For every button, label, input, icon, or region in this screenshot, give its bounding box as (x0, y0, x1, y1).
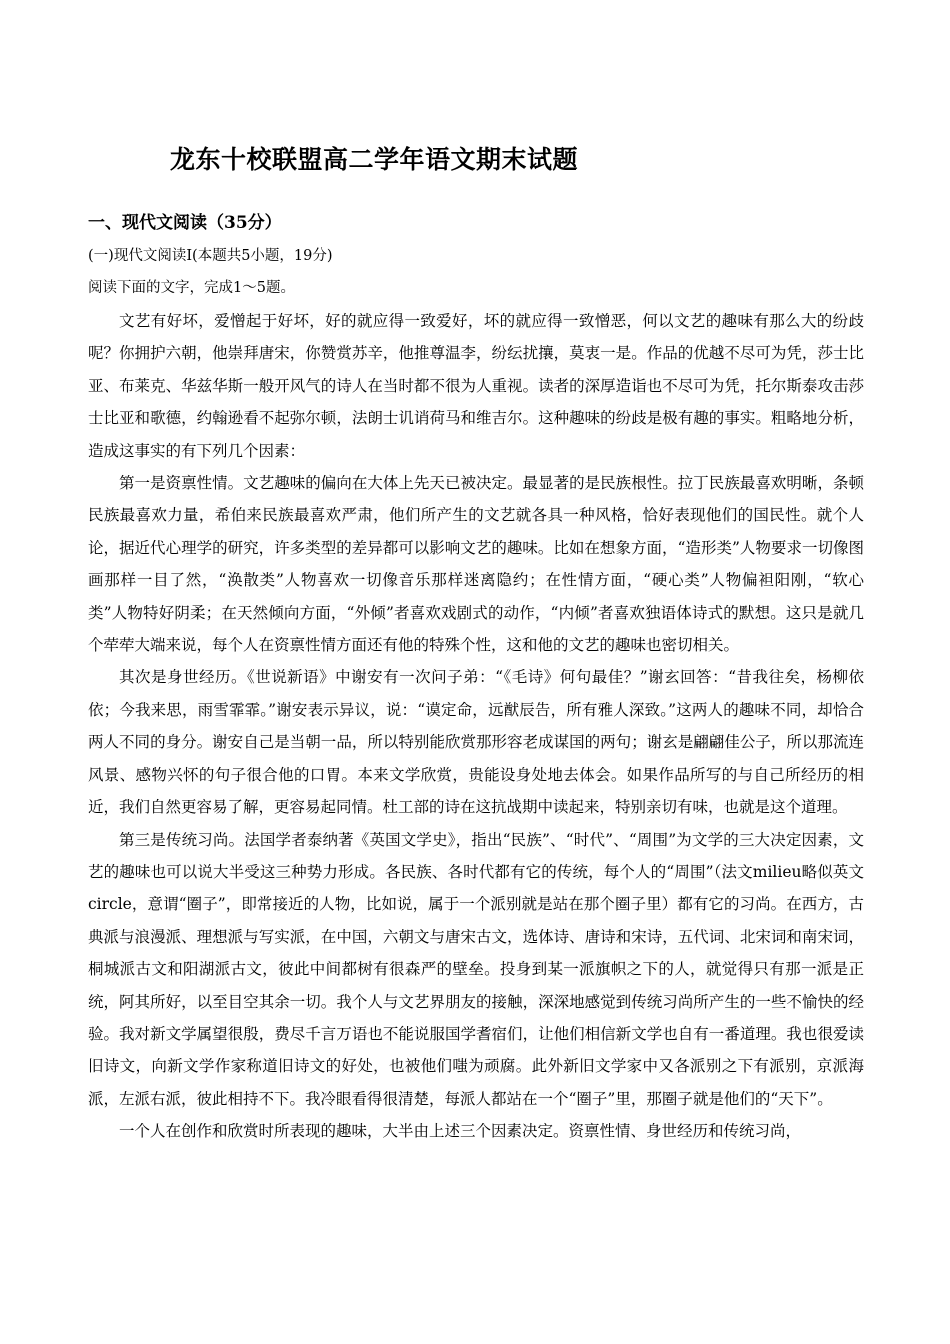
paragraph-conclusion: 一个人在创作和欣赏时所表现的趣味，大半由上述三个因素决定。资禀性情、身世经历和传统习尚， (119, 1122, 802, 1141)
paragraph-tradition: 第三是传统习尚。法国学者泰纳著《英国文学史》，指出“民族”、“时代”、“周围”为文学的三大决定因素，文艺的趣味也可以说大半受这三种势力形成。各民族、各时代都有它的传统，每个人的“周围”（法文milieu略似英文circle，意谓“圈子”，即常接近的人物，比如说，属于一个派别就是站在那个圈子里）都有它的习尚。在西方，古典派与浪漫派、理想派与写实派，在中国，六朝文与唐宋古文，选体诗、唐诗和宋诗，五代词、北宋词和南宋词，桐城派古文和阳湖派古文，彼此中间都树有很森严的壁垒。投身到某一派旗帜之下的人，就觉得只有那一派是正统，阿其所好，以至目空其余一切。我个人与文艺界朋友的接触，深深地感觉到传统习尚所产生的一些不愉快的经验。我对新文学属望很殷，费尽千言万语也不能说服国学耆宿们，让他们相信新文学也自有一番道理。我也很爱读旧诗文，向新文学作家称道旧诗文的好处，也被他们嗤为顽腐。此外新旧文学家中又各派别之下有派别，京派海派，左派右派，彼此相持不下。我冷眼看得很清楚，每派人都站在一个“圈子”里，那圈子就是他们的“天下”。 (88, 830, 864, 1108)
exam-title: 龙东十校联盟高二学年语文期末试题 (170, 145, 579, 174)
paragraph-experience: 其次是身世经历。《世说新语》中谢安有一次问子弟：“《毛诗》何句最佳？”谢玄回答：“昔我往矣，杨柳依依；今我来思，雨雪霏霏。”谢安表示异议，说：“谟定命，远猷辰告，所有雅人深致。”这两人的趣味不同，却恰合两人不同的身分。谢安自己是当朝一品，所以特别能欣赏那形容老成谋国的两句；谢玄是翩翩佳公子，所以那流连风景、感物兴怀的句子很合他的口胃。本来文学欣赏，贵能设身处地去体会。如果作品所写的与自己所经历的相近，我们自然更容易了解，更容易起同情。杜工部的诗在这抗战期中读起来，特别亲切有味，也就是这个道理。 (88, 668, 864, 817)
reading-passage (88, 305, 864, 1148)
section-heading: 一、现代文阅读（35分） (88, 213, 282, 233)
subsection-heading: (一)现代文阅读Ⅰ(本题共5小题，19分) (88, 248, 333, 264)
paragraph-intro: 文艺有好坏，爱憎起于好坏，好的就应得一致爱好，坏的就应得一致憎恶，何以文艺的趣味有那么大的纷歧呢？你拥护六朝，他崇拜唐宋，你赞赏苏辛，他推尊温李，纷纭扰攘，莫衷一是。作品的优越不尽可为凭，莎士比亚、布莱克、华兹华斯一般开风气的诗人在当时都不很为人重视。读者的深厚造诣也不尽可为凭，托尔斯泰攻击莎士比亚和歌德，约翰逊看不起弥尔顿，法朗士讥诮荷马和维吉尔。这种趣味的纷歧是极有趣的事实。粗略地分析，造成这事实的有下列几个因素： (88, 312, 864, 460)
paragraph-temperament: 第一是资禀性情。文艺趣味的偏向在大体上先天已被决定。最显著的是民族根性。拉丁民族最喜欢明晰，条顿民族最喜欢力量，希伯来民族最喜欢严肃，他们所产生的文艺就各具一种风格，恰好表现他们的国民性。就个人论，据近代心理学的研究，许多类型的差异都可以影响文艺的趣味。比如在想象方面，“造形类”人物要求一切像图画那样一目了然，“涣散类”人物喜欢一切像音乐那样迷离隐约；在性情方面，“硬心类”人物偏袒阳刚，“软心类”人物特好阴柔；在天然倾向方面，“外倾”者喜欢戏剧式的动作，“内倾”者喜欢独语体诗式的默想。这只是就几个荦荦大端来说，每个人在资禀性情方面还有他的特殊个性，这和他的文艺的趣味也密切相关。 (88, 474, 864, 655)
reading-instruction: 阅读下面的文字，完成1～5题。 (88, 280, 295, 296)
